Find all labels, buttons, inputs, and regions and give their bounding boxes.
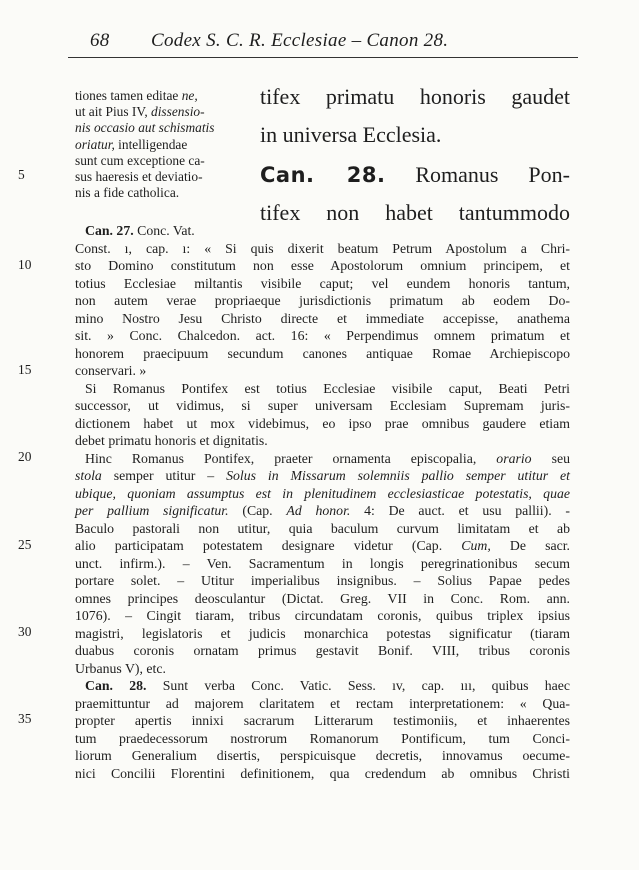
text-run: duabus coronis ornatam primus gestavit Bonif. VIII, tribus coronis	[75, 643, 570, 658]
text-run: sus haeresis et deviatio-	[75, 169, 203, 185]
body-line	[75, 432, 570, 450]
text-run: nis a fide catholica.	[75, 185, 180, 201]
text-run: Const. ı, cap. ı: « Si quis dixerit beatum Petrum Apostolum a Chri-	[75, 240, 570, 256]
italic-run: orario	[496, 450, 532, 466]
body-line	[75, 625, 570, 643]
body-line	[75, 380, 570, 398]
body-line	[75, 467, 570, 485]
text-run: Hinc Romanus Pontifex, praeter ornamenta episcopalia,	[85, 450, 497, 466]
line-number: 10	[18, 257, 32, 272]
text-run: mino Nostro Jesu Christo directe et immediate accepisse, anathema	[75, 310, 570, 326]
body-line	[75, 257, 570, 275]
body-line	[75, 537, 570, 555]
side-note-line	[75, 169, 245, 185]
line-number: 20	[18, 449, 32, 464]
line-number: 15	[18, 362, 32, 377]
body-line	[75, 765, 570, 783]
text-run: semper utitur –	[101, 468, 227, 483]
text-run: sunt cum exceptione ca-	[75, 152, 205, 168]
body-line	[75, 502, 570, 520]
text-run: tum praedecessorum nostrorum Romanorum Pontificum, tum Conci-	[75, 730, 570, 746]
line-number: 30	[18, 624, 32, 639]
side-note	[75, 88, 245, 201]
canon-line	[260, 122, 441, 148]
text-run: Sunt verba Conc. Vatic. Sess. ıv, cap. ııı, quibus haec	[146, 678, 571, 693]
italic-run: Solus in Missarum solemniis pallio semper utitur et	[226, 468, 570, 483]
italic-run: nis occasio aut schismatis	[75, 120, 215, 136]
body-line	[75, 292, 570, 310]
body-line	[75, 730, 570, 748]
text-run: non autem verae propriaeque jurisdictionis primatum ab eodem Do-	[75, 293, 570, 308]
canon-line	[260, 84, 570, 110]
side-note-line	[75, 185, 245, 201]
text-run: unct. infirm.). – Ven. Sacramentum in longis peregrinationibus secum	[75, 555, 570, 571]
italic-run: stola	[75, 468, 102, 483]
side-note-line	[75, 120, 245, 136]
text-run: Si Romanus Pontifex est totius Ecclesiae visibile caput, Beati Petri	[85, 380, 570, 396]
body-line	[75, 677, 570, 695]
text-run: 1076). – Cingit tiaram, tribus circundatam coronis, quibus triplex ipsius	[75, 608, 570, 623]
text-run: portare solet. – Utitur imperialibus insignibus. – Solius Papae pedes	[75, 573, 570, 588]
body-line	[75, 607, 570, 625]
italic-run: Ad honor.	[286, 503, 351, 518]
line-number: 25	[18, 537, 32, 552]
text-run: Romanus Pon-	[385, 162, 570, 187]
body-line	[75, 362, 570, 380]
text-run: Baculo pastorali non utitur, quia baculum curvum limitatam et ab	[75, 520, 570, 536]
body-line	[75, 327, 570, 345]
side-note-line	[75, 153, 245, 169]
text-run: tifex primatu honoris gaudet	[260, 84, 570, 109]
text-run: honorem praecipuum secundum canones antiquae Romae Archiepiscopo	[75, 345, 570, 361]
text-run: propter apertis innixi sacrarum Litterarum testimoniis, et inhaerentes	[75, 713, 570, 728]
text-run: tiones tamen editae	[75, 88, 182, 103]
body-line	[75, 222, 570, 240]
text-run: Urbanus V), etc.	[75, 660, 166, 676]
line-number: 35	[18, 711, 32, 726]
text-run: Conc. Vat.	[133, 223, 195, 238]
text-run: sto Domino constitutum non esse Apostolorum omnium principem, et	[75, 258, 570, 273]
body-line	[75, 397, 570, 415]
text-run: omnes principes deosculantur (Dictat. Greg. VII in Conc. Rom. ann.	[75, 590, 570, 606]
text-run: seu	[531, 450, 570, 466]
text-run: in universa Ecclesia.	[260, 122, 442, 147]
text-run: totius Ecclesiae miltantis visibile caput; vel eundem honoris tantum,	[75, 275, 570, 291]
side-note-line	[75, 137, 245, 153]
italic-run: Cum,	[461, 538, 491, 553]
body-line	[75, 747, 570, 765]
text-run: intelligendae	[114, 136, 188, 152]
text-run: nici Concilii Florentini definitionem, qua credendum ab omnibus Christi	[75, 765, 570, 781]
body-line	[75, 712, 570, 730]
body-line	[75, 695, 570, 713]
italic-run: dissensio-	[151, 104, 205, 120]
page-number: 68	[90, 30, 110, 51]
body-line	[75, 642, 570, 660]
body-line	[75, 485, 570, 503]
text-run: sit. » Conc. Chalcedon. act. 16: « Perpendimus omnem primatum et	[75, 328, 570, 343]
body-line	[75, 345, 570, 363]
canon-line	[260, 162, 570, 188]
text-run: ut ait Pius IV,	[75, 104, 152, 120]
body-line	[75, 415, 570, 433]
running-title: Codex S. C. R. Ecclesiae – Canon 28.	[151, 30, 449, 51]
italic-run: ubique, quoniam assumptus est in plenitudinem ecclesiasticae potestatis, quae	[75, 485, 570, 501]
body-line	[75, 275, 570, 293]
canon-number: Can. 28.	[260, 163, 386, 187]
side-note-line	[75, 88, 245, 104]
side-note-line	[75, 104, 245, 120]
body-line	[75, 555, 570, 573]
line-number: 5	[18, 167, 25, 182]
text-run: praemittuntur ad majorem claritatem et rectam interpretationem: « Qua-	[75, 695, 570, 711]
text-run: tifex non habet tantummodo	[260, 200, 570, 225]
text-run: debet primatu honoris et dignitatis.	[75, 433, 268, 448]
body-line	[75, 660, 570, 678]
running-header	[68, 24, 578, 58]
body-line	[75, 572, 570, 590]
header-rule	[68, 57, 578, 58]
text-run: 4: De auct. et usu pallii). -	[350, 503, 570, 518]
italic-run: ne,	[181, 88, 198, 103]
canon-number: Can. 28.	[85, 678, 147, 693]
text-run: dictionem habet ut mox videbimus, eo ipso prae omnibus gaudere etiam	[75, 415, 570, 431]
body-line	[75, 590, 570, 608]
body-line	[75, 520, 570, 538]
text-run: liorum Generalium disertis, perspicuisque decretis, innovamus oecume-	[75, 748, 570, 763]
body-line	[75, 310, 570, 328]
canon-number: Can. 27.	[85, 223, 134, 238]
italic-run: per pallium significatur.	[75, 503, 229, 518]
text-run: conservari. »	[75, 363, 147, 378]
text-run: magistri, legislatoris et judicis monarchica potestas significatur (tiaram	[75, 625, 570, 641]
text-run: De sacr.	[490, 538, 570, 553]
body-line	[75, 240, 570, 258]
text-run: (Cap.	[228, 503, 287, 518]
text-run: alio participatam potestatem designare videtur (Cap.	[75, 538, 462, 553]
body-line	[75, 450, 570, 468]
italic-run: oriatur,	[75, 136, 115, 152]
text-run: successor, ut vidimus, si super universam Ecclesiam Supremam juris-	[75, 398, 570, 413]
